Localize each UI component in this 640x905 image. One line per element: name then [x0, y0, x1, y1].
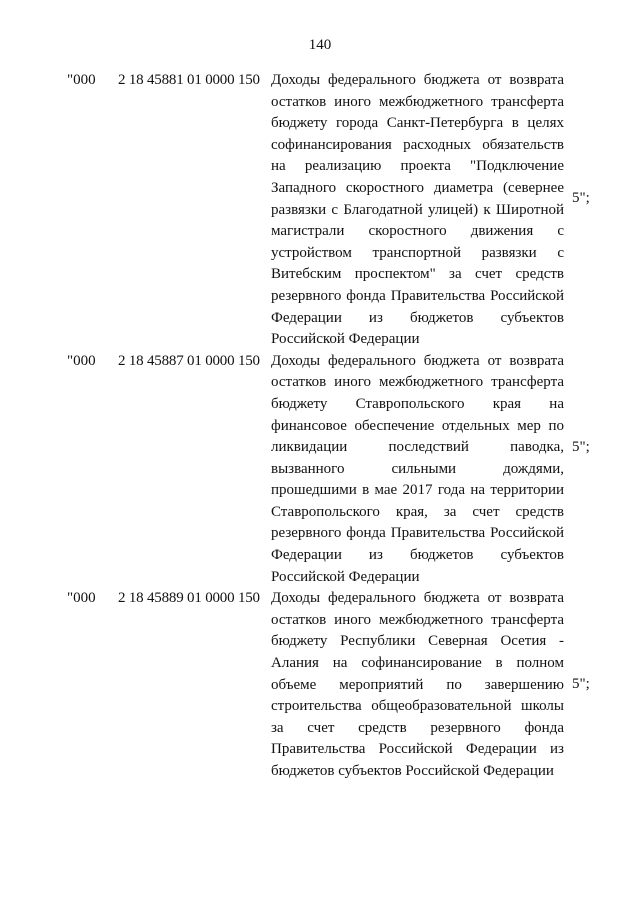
description-line: бюджетов субъектов Российской Федерации — [271, 763, 554, 779]
entry-prefix: "000 — [67, 352, 96, 369]
description-line: Российской Федерации — [271, 331, 420, 348]
description-line: финансовое обеспечение отдельных мер по — [271, 417, 564, 434]
description-line: остатков иного межбюджетного трансферта — [271, 374, 564, 391]
entry-value: 5"; — [572, 438, 590, 455]
description-line: Федерации из бюджетов субъектов — [271, 547, 564, 564]
page-number: 140 — [308, 37, 332, 53]
description-line: Доходы федерального бюджета от возврата — [271, 72, 564, 88]
entry-description — [271, 588, 564, 782]
budget-entries — [0, 70, 640, 783]
description-line: Федерации из бюджетов субъектов — [271, 309, 564, 326]
description-line: Алания на софинансирование в полном — [271, 655, 564, 672]
description-line: развязки с Благодатной улицей) к Широтной — [271, 201, 564, 218]
entry-value: 5"; — [572, 676, 590, 693]
budget-classification-code: 2 18 45881 01 0000 150 — [118, 72, 260, 88]
description-line: прошедшими в мае 2017 года на территории — [271, 482, 564, 499]
description-line: бюджету города Санкт-Петербурга в целях — [271, 115, 564, 132]
description-line: вызванного сильными дождями, — [271, 460, 564, 477]
description-line: резервного фонда Правительства Российской — [271, 287, 564, 304]
entry-description — [271, 70, 564, 351]
description-line: за счет средств резервного фонда — [271, 719, 564, 736]
budget-entry — [0, 588, 640, 782]
budget-entry — [0, 70, 640, 351]
description-line: софинансирования расходных обязательств — [271, 136, 564, 153]
description-line: резервного фонда Правительства Российской — [271, 525, 564, 542]
entry-value: 5"; — [572, 190, 590, 206]
description-line: остатков иного межбюджетного трансферта — [271, 611, 564, 628]
description-line: Доходы федерального бюджета от возврата — [271, 590, 564, 607]
description-line: ликвидации последствий паводка, — [271, 439, 564, 456]
description-line: Доходы федерального бюджета от возврата — [271, 352, 564, 369]
entry-prefix: "000 — [67, 590, 96, 607]
description-line: Западного скоростного диаметра (севернее — [271, 179, 564, 196]
description-line: Правительства Российской Федерации из — [271, 741, 564, 758]
description-line: на реализацию проекта "Подключение — [271, 158, 564, 175]
description-line: бюджету Ставропольского края на — [271, 395, 564, 412]
budget-classification-code: 2 18 45887 01 0000 150 — [118, 352, 260, 369]
description-line: Ставропольского края, за счет средств — [271, 503, 564, 520]
entry-description — [271, 351, 564, 589]
budget-classification-code: 2 18 45889 01 0000 150 — [118, 590, 260, 607]
entry-prefix: "000 — [67, 72, 96, 88]
description-line: строительства общеобразовательной школы — [271, 698, 564, 715]
description-line: остатков иного межбюджетного трансферта — [271, 93, 564, 110]
description-line: устройством транспортной развязки с — [271, 244, 564, 261]
description-line: бюджету Республики Северная Осетия - — [271, 633, 564, 650]
description-line: Витебским проспектом" за счет средств — [271, 266, 564, 283]
description-line: магистрали скоростного движения с — [271, 223, 564, 240]
description-line: объеме мероприятий по завершению — [271, 676, 564, 693]
budget-entry — [0, 351, 640, 589]
description-line: Российской Федерации — [271, 568, 420, 585]
